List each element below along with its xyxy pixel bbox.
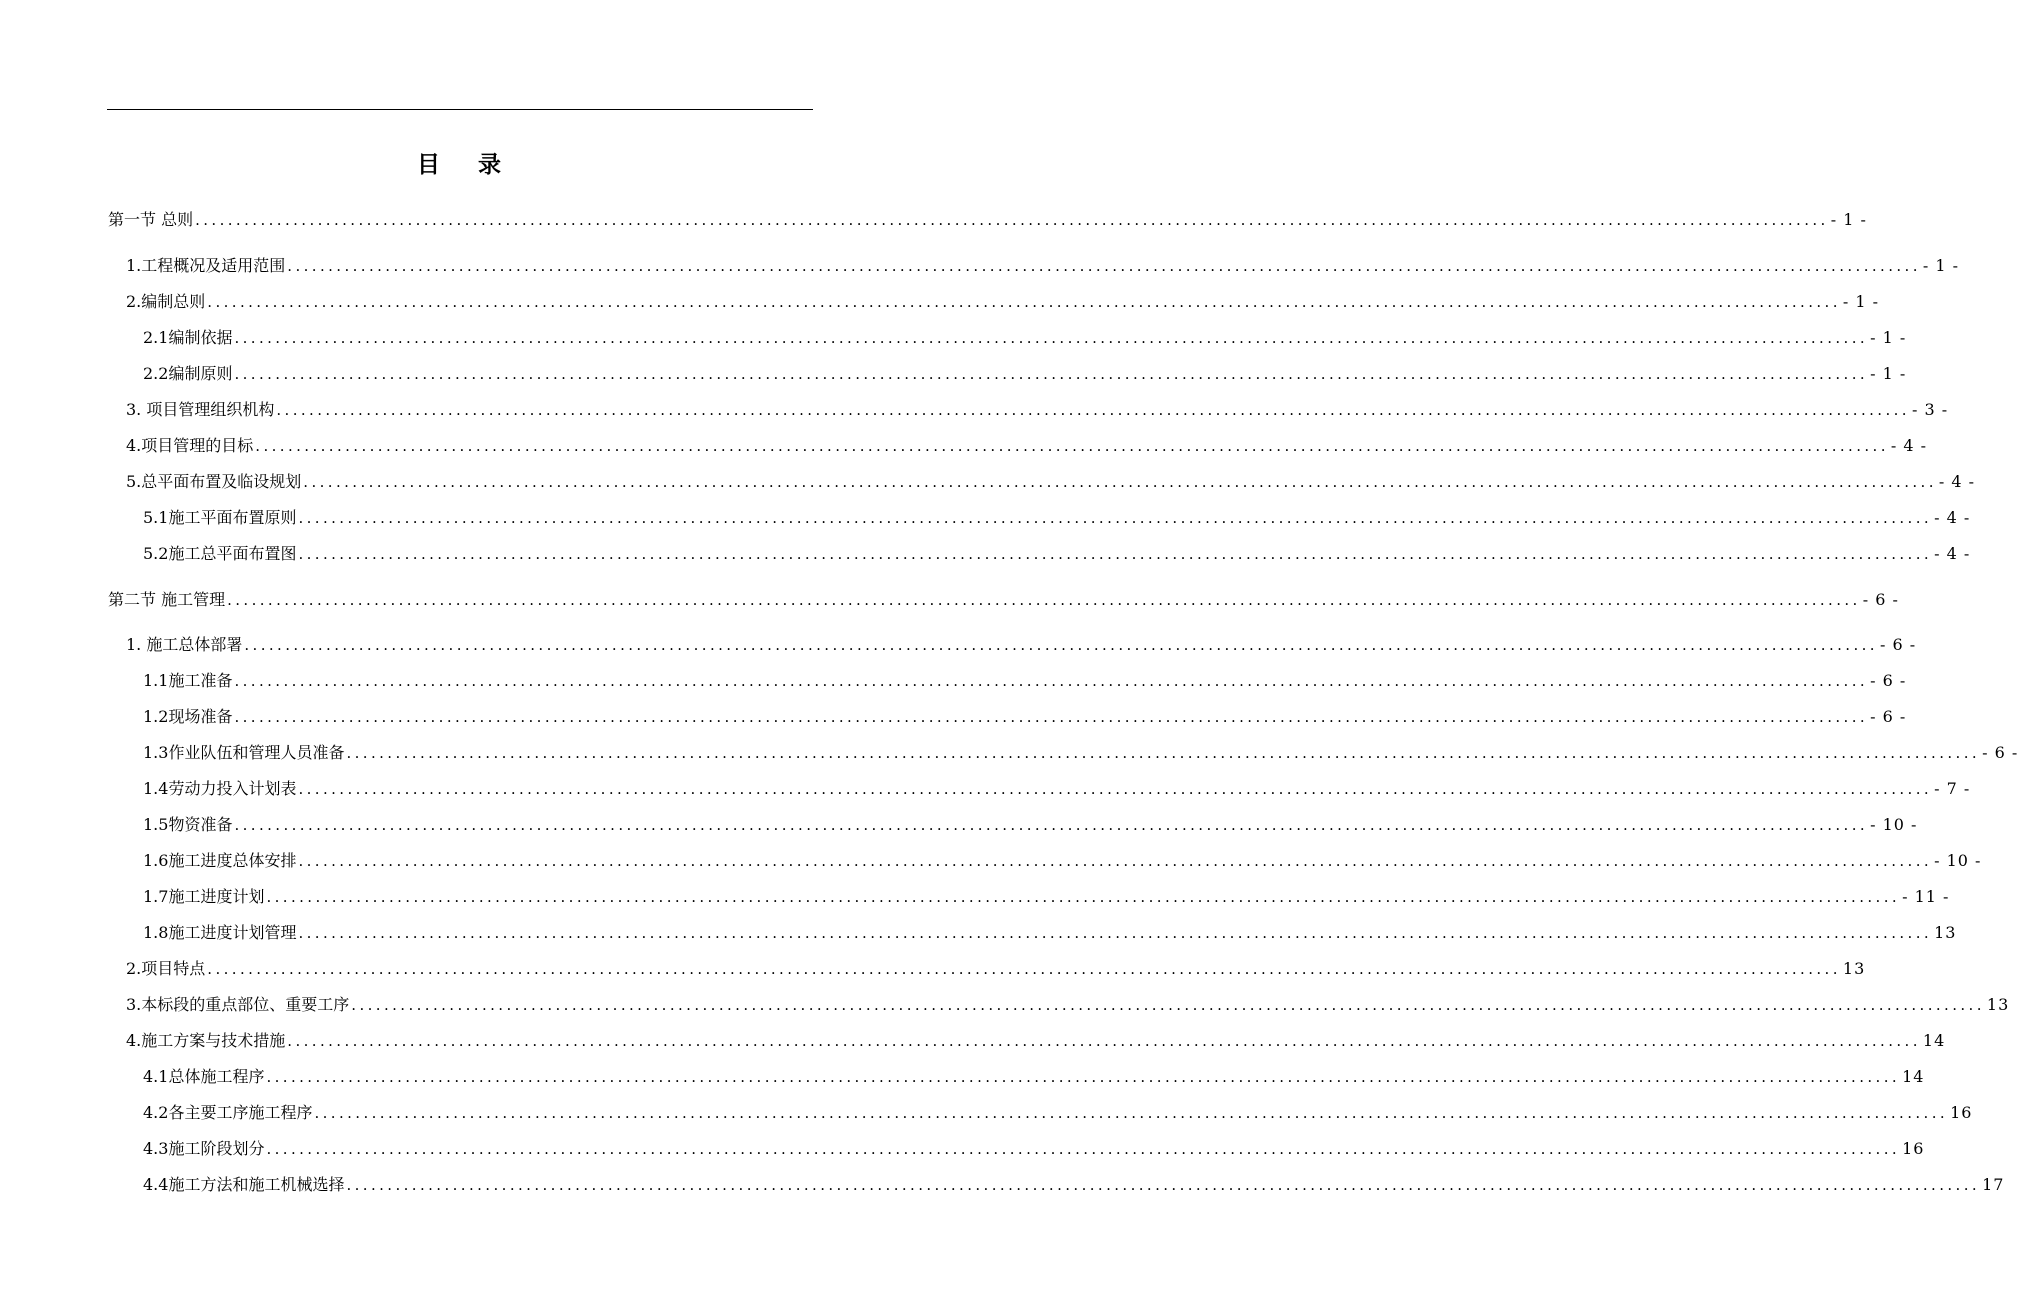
toc-entry-page: 13: [1934, 923, 1957, 942]
toc-entry-label: 1.7施工进度计划: [143, 887, 265, 906]
toc-entry-label: 1.5物资准备: [143, 815, 233, 834]
toc-entry-label: 4.项目管理的目标: [126, 436, 254, 455]
toc-leader-dots: ........................................................................................................................................................................................................: [314, 1104, 1949, 1122]
toc-entry-page: - 10 -: [1934, 851, 1982, 870]
toc-leader-dots: ........................................................................................................................................................................................................: [234, 708, 1869, 726]
toc-entry-page: - 1 -: [1870, 364, 1907, 383]
toc-entry-label: 1.3作业队伍和管理人员准备: [143, 743, 345, 762]
toc-leader-dots: ........................................................................................................................................................................................................: [234, 329, 1869, 347]
toc-entry-label: 第一节 总则: [108, 210, 194, 229]
toc-entry-label: 1.4劳动力投入计划表: [143, 779, 297, 798]
toc-entry-page: - 6 -: [1862, 590, 1899, 609]
toc-entry-page: - 4 -: [1890, 436, 1928, 455]
toc-entry-label: 1.8施工进度计划管理: [143, 923, 297, 942]
toc-title-char-1: 目: [417, 151, 442, 178]
toc-entry-label: 1.6施工进度总体安排: [143, 851, 297, 870]
toc-entry[interactable]: [143, 1136, 1925, 1162]
toc-leader-dots: ........................................................................................................................................................................................................: [234, 816, 1869, 834]
toc-entry-label: 4.1总体施工程序: [143, 1067, 265, 1086]
toc-entry-label: 1.1施工准备: [143, 671, 233, 690]
toc-entry-page: 16: [1950, 1103, 1973, 1122]
toc-entry[interactable]: [126, 992, 2010, 1018]
toc-leader-dots: ........................................................................................................................................................................................................: [298, 780, 1933, 798]
toc-entry-label: 2.项目特点: [126, 959, 206, 978]
toc-entry-page: - 6 -: [1879, 635, 1917, 654]
toc-leader-dots: ........................................................................................................................................................................................................: [255, 437, 1889, 455]
toc-entry-label: 3.本标段的重点部位、重要工序: [126, 995, 350, 1014]
toc-entry-page: - 10 -: [1870, 815, 1918, 834]
toc-entry-page: 14: [1922, 1031, 1946, 1050]
toc-leader-dots: ........................................................................................................................................................................................................: [298, 545, 1933, 563]
toc-leader-dots: ........................................................................................................................................................................................................: [207, 293, 1841, 311]
toc-entry-label: 4.施工方案与技术措施: [126, 1031, 286, 1050]
toc-entry[interactable]: [126, 632, 1917, 658]
toc-entry-label: 5.总平面布置及临设规划: [126, 472, 302, 491]
toc-entry[interactable]: [143, 776, 1971, 802]
toc-leader-dots: ........................................................................................................................................................................................................: [227, 591, 1861, 609]
toc-entry[interactable]: [143, 541, 1971, 567]
toc-entry-page: 17: [1982, 1175, 2005, 1194]
toc-entry-page: - 6 -: [1870, 671, 1907, 690]
toc-title-char-2: 录: [478, 151, 503, 178]
toc-entry-page: - 6 -: [1982, 743, 2018, 762]
toc-leader-dots: ........................................................................................................................................................................................................: [287, 257, 1921, 275]
toc-entry-label: 4.2各主要工序施工程序: [143, 1103, 313, 1122]
toc-leader-dots: ........................................................................................................................................................................................................: [266, 1068, 1901, 1086]
toc-entry-page: - 7 -: [1934, 779, 1971, 798]
toc-leader-dots: ........................................................................................................................................................................................................: [298, 924, 1933, 942]
toc-entry[interactable]: [143, 668, 1907, 694]
toc-entry[interactable]: [143, 505, 1971, 531]
toc-entry[interactable]: [143, 361, 1907, 387]
toc-entry[interactable]: [126, 289, 1880, 315]
toc-entry[interactable]: [143, 812, 1918, 838]
toc-entry-page: - 1 -: [1870, 328, 1907, 347]
toc-leader-dots: ........................................................................................................................................................................................................: [207, 960, 1841, 978]
toc-entry-page: - 3 -: [1911, 400, 1949, 419]
toc-entry[interactable]: [143, 1100, 1973, 1126]
toc-leader-dots: ........................................................................................................................................................................................................: [298, 509, 1933, 527]
toc-entry[interactable]: [108, 207, 1867, 233]
toc-entry-label: 3. 项目管理组织机构: [126, 400, 275, 419]
toc-entry-page: - 1 -: [1830, 210, 1867, 229]
toc-entry-page: 13: [1986, 995, 2010, 1014]
toc-entry-page: - 6 -: [1870, 707, 1907, 726]
toc-leader-dots: ........................................................................................................................................................................................................: [266, 888, 1901, 906]
toc-entry-page: - 11 -: [1902, 887, 1950, 906]
toc-leader-dots: ........................................................................................................................................................................................................: [346, 744, 1981, 762]
toc-entry-label: 4.3施工阶段划分: [143, 1139, 265, 1158]
toc-entry-page: - 4 -: [1934, 544, 1971, 563]
toc-entry-label: 1.2现场准备: [143, 707, 233, 726]
toc-leader-dots: ........................................................................................................................................................................................................: [266, 1140, 1901, 1158]
toc-leader-dots: ........................................................................................................................................................................................................: [287, 1032, 1921, 1050]
toc-entry[interactable]: [126, 469, 1976, 495]
toc-leader-dots: ........................................................................................................................................................................................................: [303, 473, 1937, 491]
toc-entry-page: 13: [1842, 959, 1866, 978]
toc-entry[interactable]: [143, 740, 2018, 766]
toc-leader-dots: ........................................................................................................................................................................................................: [234, 672, 1869, 690]
toc-entry-label: 5.2施工总平面布置图: [143, 544, 297, 563]
toc-entry-page: - 4 -: [1938, 472, 1976, 491]
toc-entry-page: - 1 -: [1842, 292, 1880, 311]
toc-entry-page: - 4 -: [1934, 508, 1971, 527]
toc-entry[interactable]: [126, 253, 1960, 279]
toc-leader-dots: ........................................................................................................................................................................................................: [234, 365, 1869, 383]
toc-entry[interactable]: [143, 848, 1982, 874]
toc-leader-dots: ........................................................................................................................................................................................................: [346, 1176, 1981, 1194]
toc-entry[interactable]: [126, 433, 1928, 459]
toc-entry-label: 1.工程概况及适用范围: [126, 256, 286, 275]
toc-leader-dots: ........................................................................................................................................................................................................: [244, 636, 1878, 654]
toc-leader-dots: ........................................................................................................................................................................................................: [298, 852, 1933, 870]
toc-entry[interactable]: [143, 920, 1957, 946]
toc-leader-dots: ........................................................................................................................................................................................................: [195, 211, 1829, 229]
toc-entry-label: 2.2编制原则: [143, 364, 233, 383]
toc-entry-page: 14: [1902, 1067, 1925, 1086]
toc-entry[interactable]: [143, 884, 1950, 910]
toc-entry[interactable]: [126, 1028, 1946, 1054]
toc-entry[interactable]: [143, 1064, 1925, 1090]
toc-entry-page: 16: [1902, 1139, 1925, 1158]
toc-entry[interactable]: [143, 1172, 2005, 1198]
toc-entry-label: 2.编制总则: [126, 292, 206, 311]
toc-entry-label: 4.4施工方法和施工机械选择: [143, 1175, 345, 1194]
toc-entry[interactable]: [143, 704, 1907, 730]
toc-entry-page: - 1 -: [1922, 256, 1960, 275]
toc-entry[interactable]: [108, 587, 1899, 613]
toc-leader-dots: ........................................................................................................................................................................................................: [276, 401, 1910, 419]
toc-entry-label: 1. 施工总体部署: [126, 635, 243, 654]
toc-entry-label: 2.1编制依据: [143, 328, 233, 347]
toc-entry[interactable]: [143, 325, 1907, 351]
toc-entry-label: 5.1施工平面布置原则: [143, 508, 297, 527]
toc-entry[interactable]: [126, 397, 1949, 423]
toc-entry-label: 第二节 施工管理: [108, 590, 226, 609]
toc-entry[interactable]: [126, 956, 1866, 982]
toc-leader-dots: ........................................................................................................................................................................................................: [351, 996, 1985, 1014]
